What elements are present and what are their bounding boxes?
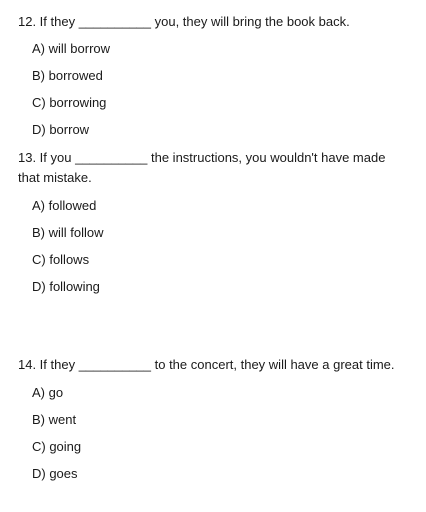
option-a[interactable]: A) followed <box>32 198 97 213</box>
option-b[interactable]: B) will follow <box>32 225 104 240</box>
question-12 <box>18 12 410 143</box>
answer-options <box>18 379 410 487</box>
answer-options <box>18 35 410 143</box>
option-d[interactable]: D) goes <box>32 466 78 481</box>
question-14 <box>18 355 410 487</box>
question-text: 12. If they __________ you, they will bring the book back. <box>18 14 350 29</box>
option-d[interactable]: D) following <box>32 279 100 294</box>
option-c[interactable]: C) going <box>32 439 82 454</box>
option-b[interactable]: B) went <box>32 412 77 427</box>
question-13 <box>18 148 410 300</box>
question-text: 14. If they __________ to the concert, they will have a great time. <box>18 357 395 372</box>
option-c[interactable]: C) borrowing <box>32 95 107 110</box>
question-text: 13. If you __________ the instructions, you wouldn't have made that mistake. <box>18 150 386 185</box>
option-c[interactable]: C) follows <box>32 252 90 267</box>
option-b[interactable]: B) borrowed <box>32 68 103 83</box>
answer-options <box>18 192 410 300</box>
option-d[interactable]: D) borrow <box>32 122 90 137</box>
option-a[interactable]: A) will borrow <box>32 41 111 56</box>
option-a[interactable]: A) go <box>32 385 64 400</box>
